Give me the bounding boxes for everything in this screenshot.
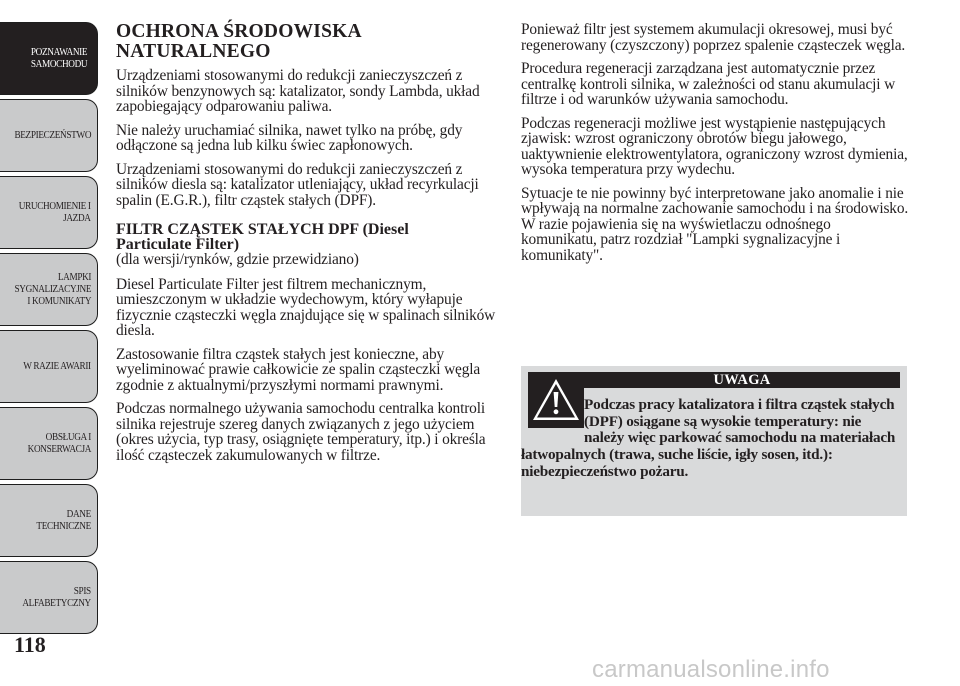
- tab-uruchomienie-i-jazda[interactable]: [0, 176, 98, 249]
- tab-label: BEZPIECZEŃSTWO: [14, 129, 91, 141]
- warning-text: [521, 397, 901, 481]
- paragraph: Urządzeniami stosowanymi do redukcji zanieczyszczeń z silników diesla są: katalizator utleniający, układ recyrkulacji spalin (E.G.R.), filtr cząstek stałych (DPF).: [116, 160, 479, 209]
- watermark: carmanualsonline.info: [592, 656, 830, 683]
- paragraph: Diesel Particulate Filter jest filtrem mechanicznym, umieszczonym w układzie wydechowym, który wyłapuje fizycznie cząsteczki węgla znajdujące się w spalinach silników diesla.: [116, 275, 496, 339]
- tab-label: SPIS ALFABETYCZNY: [22, 585, 91, 609]
- left-column: [116, 22, 500, 471]
- tab-spis-alfabetyczny[interactable]: [0, 561, 98, 634]
- right-column: [521, 22, 909, 271]
- tab-poznawanie-samochodu[interactable]: [0, 22, 98, 95]
- tab-bezpieczenstwo[interactable]: [0, 99, 98, 172]
- paragraph: Podczas normalnego używania samochodu centralka kontroli silnika rejestruje szereg danych związanych z jego użyciem (okres użycia, typ trasy, osiągnięte temperatury, itp.) i określa ilość cząsteczek zakumulowanych w filtrze.: [116, 400, 486, 464]
- paragraph: Podczas regeneracji możliwe jest wystąpienie następujących zjawisk: wzrost ograniczony obrotów biegu jałowego, uaktywnienie elektrowentylatora, ograniczony wzrost dymienia, wysoka temperatura przy wydechu.: [521, 114, 908, 178]
- tab-label: DANE TECHNICZNE: [36, 508, 91, 532]
- paragraph: Urządzeniami stosowanymi do redukcji zanieczyszczeń z silników benzynowych są: katalizator, sondy Lambda, układ zapobiegający odparowaniu paliwa.: [116, 67, 480, 115]
- paragraph: Sytuacje te nie powinny być interpretowane jako anomalie i nie wpływają na normalne zachowanie samochodu i na środowisko. W razie pojawienia się na wyświetlaczu odnośnego komunikatu, patrz rozdział "Lampki sygnalizacyjne i komunikaty".: [521, 184, 909, 264]
- subheading-note: (dla wersji/rynków, gdzie przewidziano): [116, 251, 359, 268]
- page-number: 118: [14, 632, 46, 657]
- dpf-subheading: FILTR CZĄSTEK STAŁYCH DPF (Diesel Particulate Filter): [116, 221, 409, 253]
- tab-lampki-sygnalizacyjne[interactable]: [0, 253, 98, 326]
- paragraph: Nie należy uruchamiać silnika, nawet tylko na próbę, gdy odłączone są jedna lub kilku świec zapłonowych.: [116, 121, 463, 154]
- warning-body: Podczas pracy katalizatora i filtra cząstek stałych (DPF) osiągane są wysokie temperatury: nie należy więc parkować samochodu na materiałach łatwopalnych (trawa, suche liście, igły sosen, itd.): niebezpieczeństwo pożaru.: [521, 396, 896, 480]
- paragraph: Zastosowanie filtra cząstek stałych jest konieczne, aby wyeliminować prawie całkowicie ze spalin cząsteczki węgla zgodnie z aktualnymi/przyszłymi normami prawnymi.: [116, 345, 481, 394]
- paragraph: Ponieważ filtr jest systemem akumulacji okresowej, musi być regenerowany (czyszczony) poprzez spalenie cząsteczek węgla.: [521, 21, 906, 54]
- warning-title: UWAGA: [584, 372, 900, 388]
- tab-dane-techniczne[interactable]: [0, 484, 98, 557]
- tab-label: POZNAWANIE SAMOCHODU: [30, 46, 88, 70]
- tab-label: W RAZIE AWARII: [23, 360, 91, 372]
- tab-label: LAMPKI SYGNALIZACYJNE I KOMUNIKATY: [14, 271, 91, 307]
- tab-label: URUCHOMIENIE I JAZDA: [19, 200, 91, 224]
- section-heading: OCHRONA ŚRODOWISKA NATURALNEGO: [116, 21, 362, 62]
- warning-box: [521, 366, 907, 516]
- tab-obsluga-i-konserwacja[interactable]: [0, 407, 98, 480]
- tab-w-razie-awarii[interactable]: [0, 330, 98, 403]
- paragraph: Procedura regeneracji zarządzana jest automatycznie przez centralkę kontroli silnika, w zależności od stanu akumulacji w filtrze i od warunków używania samochodu.: [521, 60, 896, 108]
- tab-label: OBSŁUGA I KONSERWACJA: [27, 431, 91, 455]
